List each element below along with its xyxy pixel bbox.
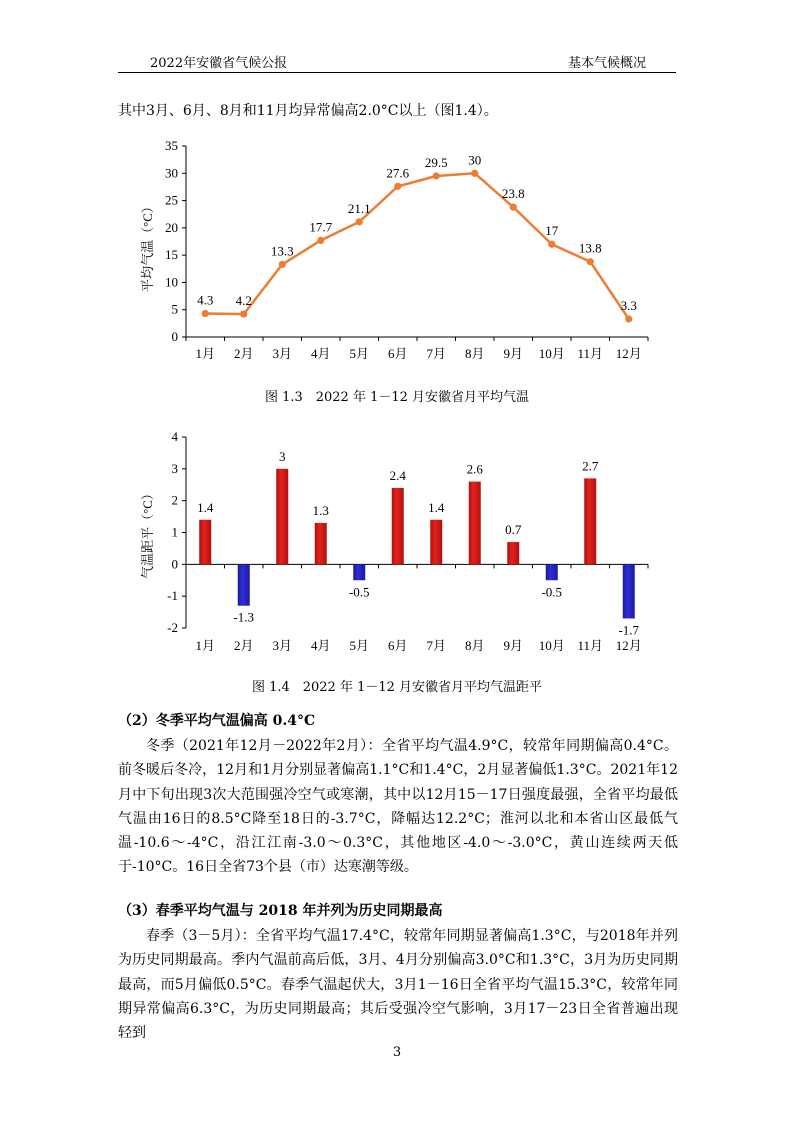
bar-chart-y-tick-label: -1 [167,588,178,604]
line-chart-data-label: 4.3 [197,292,214,308]
line-chart-data-label: 29.5 [424,155,448,171]
bar-chart-x-tick-label: 9月 [503,638,524,653]
line-chart-data-point [625,315,632,322]
bar-chart-data-label: 1.4 [197,499,214,515]
bar-chart-x-tick-label: 12月 [615,638,642,653]
line-chart-data-label: 17 [545,223,559,239]
bar-chart-bar [353,564,365,580]
line-chart-x-tick-label: 5月 [349,346,370,361]
line-chart-x-tick-label: 12月 [615,346,642,361]
line-chart-data-label: 13.8 [578,240,602,256]
bar-chart-x-tick-label: 1月 [195,638,216,653]
bar-chart-x-tick-label: 6月 [387,638,408,653]
bar-chart-bar [199,520,211,565]
bar-chart-y-tick-label: 3 [171,460,178,476]
line-chart-data-label: 30 [468,152,482,168]
line-chart-data-point [510,204,517,211]
line-chart-data-point [433,172,440,179]
bar-chart-bar [430,520,442,565]
bar-chart-bar [546,564,558,580]
line-chart-data-label: 3.3 [620,297,637,313]
spring-section-body: 春季（3－5月）：全省平均气温17.4°C，较常年同期显著偏高1.3°C，与2018年并列为历史同期最高。季内气温前高后低，3月、4月分别偏高3.0°C和1.3°C，3月为历史同期最高，而5月偏低0.5°C。春季气温起伏大，3月1－16日全省平均气温15.3°C，较常年同期异常偏高6.3°C，为历史同期最高；其后受强冷空气影响，3月17－23日全省普遍出现轻到 [118,928,678,1042]
bar-chart-y-tick-label: 4 [171,429,178,444]
line-chart-data-point [587,258,594,265]
bar-chart-bar [469,482,481,565]
bar-chart-bar [623,564,635,618]
bar-chart-x-tick-label: 7月 [426,638,447,653]
line-chart-y-tick-label: 35 [165,138,178,153]
line-chart-x-tick-label: 4月 [310,346,331,361]
line-chart-data-point [317,237,324,244]
line-chart-ylabel: 平均气温（°C） [140,200,155,292]
bar-chart-y-tick-label: 0 [171,556,178,572]
bar-chart-ylabel: 气温距平（°C） [140,487,155,579]
line-chart-y-tick-label: 30 [165,165,178,181]
line-chart-data-point [202,310,209,317]
bar-chart-y-tick-label: -2 [167,620,178,635]
monthly-temperature-line-chart [0,130,794,380]
bar-chart-data-label: 2.7 [582,458,599,474]
line-chart-data-point [279,261,286,268]
header-divider [118,72,676,73]
figure-1-4-caption: 图 1.4 2022 年 1－12 月安徽省月平均气温距平 [251,680,543,695]
bar-chart-y-tick-label: 1 [171,524,178,540]
header-section: 基本气候概况 [567,56,646,71]
line-chart-x-tick-label: 9月 [503,346,524,361]
line-chart-data-label: 13.3 [270,243,294,259]
bar-chart-data-label: 3 [279,448,286,464]
bar-chart-x-tick-label: 10月 [538,638,565,653]
bar-chart-x-tick-label: 2月 [233,638,254,653]
line-chart-x-tick-label: 11月 [577,346,604,361]
line-chart-series-line [205,173,629,319]
line-chart-x-tick-label: 8月 [464,346,485,361]
bar-chart-x-tick-label: 3月 [272,638,293,653]
bar-chart-data-label: -0.5 [348,584,370,600]
bar-chart-x-tick-label: 8月 [464,638,485,653]
line-chart-data-label: 23.8 [501,186,525,202]
bar-chart-data-label: 2.4 [389,467,406,483]
line-chart-x-tick-label: 6月 [387,346,408,361]
monthly-temperature-anomaly-bar-chart [0,425,794,665]
line-chart-x-tick-label: 10月 [538,346,565,361]
line-chart-y-tick-label: 0 [171,329,178,344]
bar-chart-x-tick-label: 11月 [577,638,604,653]
winter-section-body: 冬季（2021年12月－2022年2月）：全省平均气温4.9°C，较常年同期偏高0.4°C。前冬暖后冬冷，12月和1月分别显著偏高1.1°C和1.4°C，2月显著偏低1.3°C。2021年12月中下旬出现3次大范围强冷空气或寒潮，其中以12月15－17日强度最强，全省平均最低气温由16日的8.5°C降至18日的-3.7°C，降幅达12.2°C；淮河以北和本省山区最低气温-10.6～-4°C，沿江江南-3.0～0.3°C，其他地区-4.0～-3.0°C，黄山连续两天低于-10°C。16日全省73个县（市）达寒潮等级。 [118,738,678,876]
bar-chart-bar [392,488,404,564]
bar-chart-bar [507,542,519,564]
line-chart-data-point [240,310,247,317]
bar-chart-x-tick-label: 4月 [310,638,331,653]
line-chart-y-tick-label: 25 [165,192,178,208]
bar-chart-y-tick-label: 2 [171,492,178,508]
line-chart-y-tick-label: 15 [165,247,178,263]
line-chart-x-tick-label: 3月 [272,346,293,361]
winter-section-paragraph [118,734,678,880]
line-chart-data-label: 17.7 [309,219,333,235]
bar-chart-data-label: -1.3 [233,609,255,625]
bar-chart-bar [238,564,250,605]
intro-paragraph: 其中3月、6月、8月和11月均异常偏高2.0°C以上（图1.4）。 [118,103,498,119]
line-chart-x-tick-label: 1月 [195,346,216,361]
line-chart-data-point [356,218,363,225]
line-chart-x-tick-label: 2月 [233,346,254,361]
bar-chart-data-label: 0.7 [505,522,522,538]
line-chart-y-tick-label: 20 [165,219,178,235]
bar-chart-data-label: 2.6 [466,461,483,477]
bar-chart-x-tick-label: 5月 [349,638,370,653]
bar-chart-bar [584,478,596,564]
bar-chart-data-label: 1.4 [428,499,445,515]
line-chart-y-tick-label: 5 [171,301,178,317]
page-number: 3 [392,1045,402,1060]
line-chart-data-label: 27.6 [386,165,410,181]
line-chart-x-tick-label: 7月 [426,346,447,361]
bar-chart-data-label: -1.7 [618,622,640,638]
spring-section-paragraph [118,924,678,1045]
bar-chart-data-label: -0.5 [541,584,563,600]
bar-chart-bar [315,523,327,564]
header-title: 2022年安徽省气候公报 [150,56,288,71]
line-chart-y-tick-label: 10 [165,274,178,290]
figure-1-3-caption: 图 1.3 2022 年 1－12 月安徽省月平均气温 [264,390,530,405]
line-chart-data-point [471,170,478,177]
line-chart-data-label: 21.1 [347,200,371,216]
line-chart-data-point [548,241,555,248]
line-chart-data-point [394,183,401,190]
line-chart-data-label: 4.2 [235,293,252,309]
bar-chart-data-label: 1.3 [312,502,329,518]
bar-chart-bar [276,469,288,565]
winter-section-heading: （2）冬季平均气温偏高 0.4°C [118,713,316,729]
spring-section-heading: （3）春季平均气温与 2018 年并列为历史同期最高 [118,903,443,919]
